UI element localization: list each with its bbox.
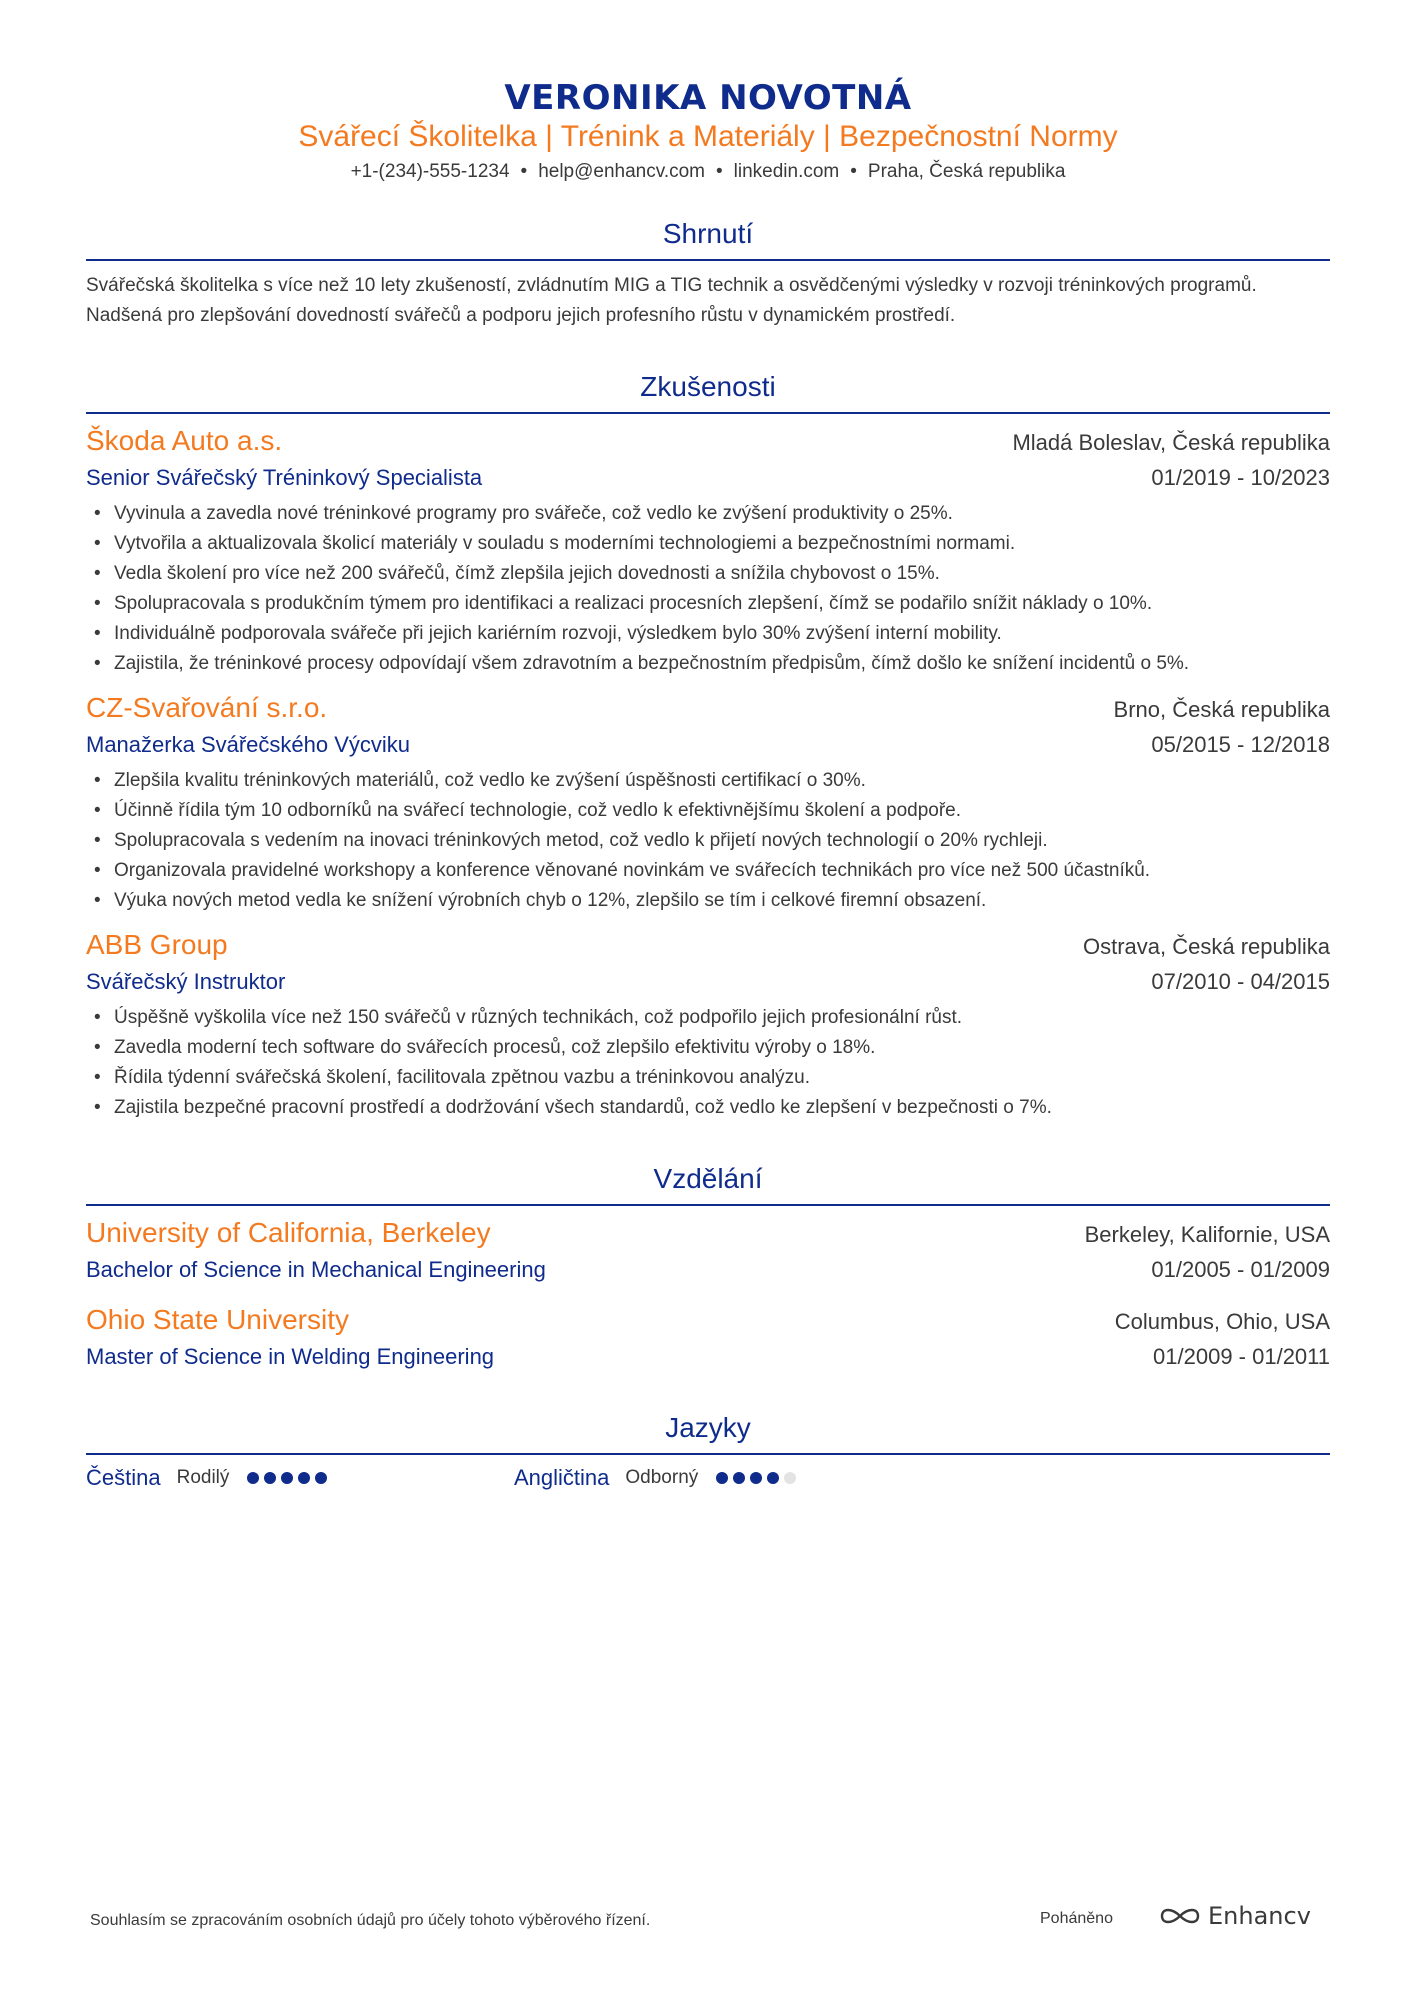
education-entry: [86, 1214, 1330, 1287]
bullet-item: • Vyvinula a zavedla nové tréninkové programy pro svářeče, což vedlo ke zvýšení produktivity o 25%.: [94, 503, 953, 524]
bullet-item: • Účinně řídila tým 10 odborníků na svářecí technologie, což vedlo k efektivnějšímu školení a podpoře.: [94, 800, 962, 821]
consent-text: Souhlasím se zpracováním osobních údajů pro účely tohoto výběrového řízení.: [90, 1912, 651, 1929]
company-name: Škoda Auto a.s.: [86, 425, 283, 456]
education-dates: 01/2009 - 01/2011: [1153, 1344, 1330, 1369]
section-divider: [86, 1453, 1330, 1455]
school-name: Ohio State University: [86, 1304, 349, 1335]
headline: Svářecí Školitelka | Trénink a Materiály | Bezpečnostní Normy: [298, 120, 1118, 153]
bullet-item: • Zavedla moderní tech software do svářecích procesů, což zlepšilo efektivitu výroby o 18%.: [94, 1037, 876, 1058]
bullet-item: • Organizovala pravidelné workshopy a konference věnované novinkám ve svářecích technikách pro více než 500 účastníků.: [94, 860, 1151, 881]
education-dates: 01/2005 - 01/2009: [1151, 1257, 1330, 1282]
bullet-item: • Zajistila bezpečné pracovní prostředí a dodržování všech standardů, což vedlo ke zlepšení v bezpečnosti o 7%.: [94, 1097, 1052, 1118]
degree: Bachelor of Science in Mechanical Engineering: [86, 1257, 546, 1282]
job-entry: [86, 689, 1330, 916]
school-name: University of California, Berkeley: [86, 1217, 491, 1248]
company-name: CZ-Svařování s.r.o.: [86, 692, 328, 723]
rating-dot-empty: [784, 1472, 796, 1484]
job-location: Mladá Boleslav, Česká republika: [1012, 430, 1330, 455]
job-entry: [86, 926, 1330, 1123]
rating-dot-filled: [281, 1472, 293, 1484]
job-location: Brno, Česká republika: [1113, 697, 1330, 722]
job-entry: [86, 422, 1330, 679]
job-title: Senior Svářečský Tréninkový Specialista: [86, 465, 483, 490]
contact-line: [86, 158, 1330, 186]
section-title-experience: Zkušenosti: [640, 371, 776, 402]
location: Praha, Česká republika: [867, 161, 1066, 182]
section-divider: [86, 412, 1330, 414]
rating-dot-filled: [750, 1472, 762, 1484]
job-dates: 07/2010 - 04/2015: [1151, 969, 1330, 994]
job-dates: 05/2015 - 12/2018: [1151, 732, 1330, 757]
candidate-name: VERONIKA NOVOTNÁ: [504, 78, 912, 118]
job-dates: 01/2019 - 10/2023: [1151, 465, 1330, 490]
language-level: Odborný: [625, 1467, 699, 1488]
section-title-education: Vzdělání: [653, 1163, 763, 1194]
language-name: Čeština: [86, 1465, 161, 1490]
bullet-item: • Úspěšně vyškolila více než 150 svářečů v různých technikách, což podpořilo jejich profesionální růst.: [94, 1007, 963, 1028]
bullet-item: • Spolupracovala s produkčním týmem pro identifikaci a realizaci procesních zlepšení, čímž se podařilo snížit náklady o 10%.: [94, 593, 1153, 614]
section-title-languages: Jazyky: [665, 1412, 751, 1443]
rating-dot-filled: [315, 1472, 327, 1484]
languages-section: [86, 1410, 1330, 1491]
language-item: [86, 1465, 514, 1491]
bullet-item: • Spolupracovala s vedením na inovaci tréninkových metod, což vedlo k přijetí nových technologií o 20% rychleji.: [94, 830, 1048, 851]
separator-dot: •: [716, 161, 723, 182]
job-bullets: [86, 766, 1330, 916]
section-divider: [86, 1204, 1330, 1206]
phone: +1-(234)-555-1234: [350, 161, 510, 182]
bullet-item: • Řídila týdenní svářečská školení, facilitovala zpětnou vazbu a tréninkovou analýzu.: [94, 1067, 811, 1088]
rating-dot-filled: [264, 1472, 276, 1484]
rating-dot-filled: [716, 1472, 728, 1484]
resume-header: [86, 0, 1330, 186]
language-level: Rodilý: [176, 1467, 230, 1488]
school-location: Columbus, Ohio, USA: [1114, 1309, 1330, 1334]
brand-name: Enhancv: [1208, 1902, 1311, 1930]
bullet-item: • Individuálně podporovala svářeče při jejich kariérním rozvoji, výsledkem bylo 30% zvýšení interní mobility.: [94, 623, 1002, 644]
language-item: [514, 1465, 942, 1491]
bullet-item: • Zajistila, že tréninkové procesy odpovídají všem zdravotním a bezpečnostním předpisům, čímž došlo ke snížení incidentů o 5%.: [94, 653, 1190, 674]
language-rating: [716, 1472, 801, 1484]
rating-dot-filled: [733, 1472, 745, 1484]
brand-logo[interactable]: [1158, 1902, 1311, 1930]
section-title-summary: Shrnutí: [662, 218, 754, 249]
separator-dot: •: [520, 161, 528, 182]
job-bullets: [86, 1003, 1330, 1123]
bullet-item: • Vedla školení pro více než 200 svářečů, čímž zlepšila jejich dovednosti a snížila chybovost o 15%.: [94, 563, 940, 584]
rating-dot-filled: [767, 1472, 779, 1484]
language-name: Angličtina: [514, 1465, 610, 1490]
education-section: [86, 1161, 1330, 1374]
resume-page: [86, 0, 1330, 1491]
job-title: Manažerka Svářečského Výcviku: [86, 732, 411, 757]
education-entry: [86, 1301, 1330, 1374]
summary-section: [86, 216, 1330, 331]
school-location: Berkeley, Kalifornie, USA: [1084, 1222, 1330, 1247]
email[interactable]: help@enhancv.com: [538, 161, 705, 182]
bullet-item: • Vytvořila a aktualizovala školicí materiály v souladu s moderními technologiemi a bezpečnostními normami.: [94, 533, 1016, 554]
degree: Master of Science in Welding Engineering: [86, 1344, 495, 1369]
experience-section: [86, 369, 1330, 1123]
powered-by-label: Poháněno: [1040, 1910, 1113, 1927]
language-rating: [247, 1472, 332, 1484]
job-bullets: [86, 499, 1330, 679]
bullet-item: • Výuka nových metod vedla ke snížení výrobních chyb o 12%, zlepšilo se tím i celkové firemní obsazení.: [94, 890, 987, 911]
section-divider: [86, 259, 1330, 261]
job-title: Svářečský Instruktor: [86, 969, 286, 994]
bullet-item: • Zlepšila kvalitu tréninkových materiálů, což vedlo ke zvýšení úspěšnosti certifikací o 30%.: [94, 770, 866, 791]
rating-dot-filled: [247, 1472, 259, 1484]
company-name: ABB Group: [86, 929, 228, 960]
infinity-logo-icon: [1158, 1903, 1202, 1929]
job-location: Ostrava, Česká republika: [1083, 934, 1330, 959]
separator-dot: •: [850, 161, 857, 182]
rating-dot-filled: [298, 1472, 310, 1484]
linkedin[interactable]: linkedin.com: [733, 161, 840, 182]
summary-text: Svářečská školitelka s více než 10 lety zkušeností, zvládnutím MIG a TIG technik a osvědčenými výsledky v rozvoji tréninkových programů. Nadšená pro zlepšování dovedností svářečů a podporu jejich profesního růstu v dynamickém prostředí.: [86, 275, 1257, 326]
languages-row: [86, 1465, 1330, 1491]
